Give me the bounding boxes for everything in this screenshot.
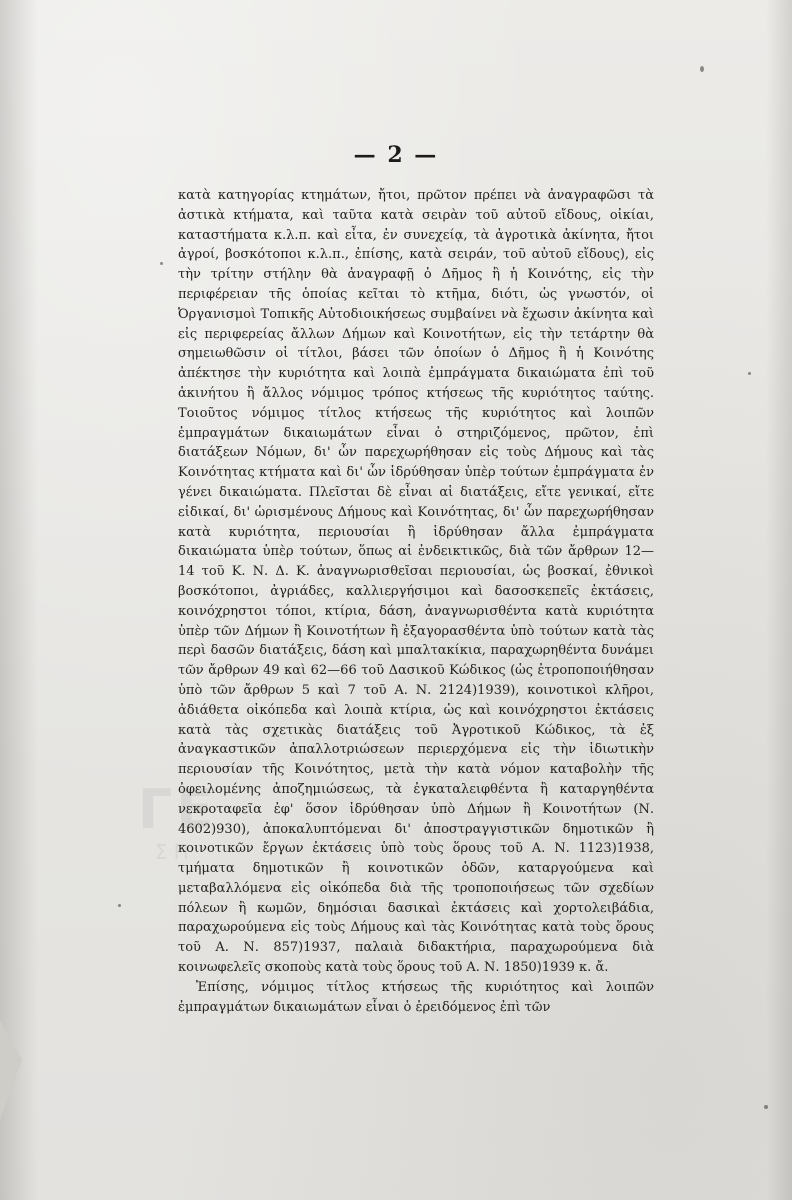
watermark-subtext: ΣΠ	[155, 840, 195, 864]
ink-speck	[748, 372, 751, 375]
ink-speck	[700, 66, 704, 72]
page-number: — 2 —	[353, 142, 439, 168]
watermark: ΓΕ	[138, 778, 218, 841]
torn-edge	[0, 1020, 22, 1120]
ink-speck	[160, 262, 163, 265]
paragraph: Ἐπίσης, νόμιμος τίτλος κτήσεως τῆς κυριότητος καὶ λοιπῶν ἐμπραγμάτων δικαιωμάτων εἶναι ὁ ἐρειδόμενος ἐπὶ τῶν	[178, 979, 654, 1015]
ink-speck	[764, 1105, 768, 1109]
body-text	[178, 186, 654, 1017]
ink-speck	[118, 904, 121, 907]
paragraph: κατὰ κατηγορίας κτημάτων, ἤτοι, πρῶτον πρέπει νὰ ἀναγραφῶσι τὰ ἀστικὰ κτήματα, καὶ ταῦτα κατὰ σειρὰν τοῦ αὐτοῦ εἴδους, οἰκίαι, καταστήματα κ.λ.π. καὶ εἶτα, ἐν συνεχείᾳ, τὰ ἀγροτικὰ ἀκίνητα, ἤτοι ἀγροί, βοσκότοποι κ.λ.π., ἐπίσης, κατὰ σειράν, τοῦ αὐτοῦ εἴδους), εἰς τὴν τρίτην στήλην θὰ ἀναγραφῇ ὁ Δῆμος ἢ ἡ Κοινότης, εἰς τὴν περιφέρειαν τῆς ὁποίας κεῖται τὸ κτῆμα, διότι, ὡς γνωστόν, οἱ Ὀργανισμοὶ Τοπικῆς Αὐτοδιοικήσεως συμβαίνει νὰ ἔχωσιν ἀκίνητα καὶ εἰς περιφερείας ἄλλων Δήμων καὶ Κοινοτήτων, εἰς τὴν τετάρτην θὰ σημειωθῶσιν οἱ τίτλοι, βάσει τῶν ὁποίων ὁ Δῆμος ἢ ἡ Κοινότης ἀπέκτησε τὴν κυριότητα καὶ λοιπὰ ἐμπράγματα δικαιώματα ἐπὶ τοῦ ἀκινήτου ἢ ἄλλος νόμιμος τρόπος κτήσεως τῆς κυριότητος ταύτης. Τοιοῦτος νόμιμος τίτλος κτήσεως τῆς κυριότητος καὶ λοιπῶν ἐμπραγμάτων δικαιωμάτων εἶναι ὁ στηριζόμενος, πρῶτον, ἐπὶ διατάξεων Νόμων, δι' ὧν παρεχωρήθησαν εἰς τοὺς Δήμους καὶ τὰς Κοινότητας κτήματα καὶ δι' ὧν ἱδρύθησαν ὑπὲρ τούτων ἐμπράγματα ἐν γένει δικαιώματα. Πλεῖσται δὲ εἶναι αἱ διατάξεις, εἴτε γενικαί, εἴτε εἰδικαί, δι' ὡρισμένους Δήμους καὶ Κοινότητας, δι' ὧν παρεχωρήθησαν κατὰ κυριότητα, περιουσίαι ἢ ἱδρύθησαν ἄλλα ἐμπράγματα δικαιώματα ὑπὲρ τούτων, ὅπως αἱ ἐνδεικτικῶς, διὰ τῶν ἄρθρων 12—14 τοῦ Κ. Ν. Δ. Κ. ἀναγνωρισθεῖσαι περιουσίαι, ὡς βοσκαί, ἐθνικοὶ βοσκότοποι, ἀγριάδες, καλλιεργήσιμοι καὶ δασοσκεπεῖς ἐκτάσεις, κοινόχρηστοι τόποι, κτίρια, δάση, ἀναγνωρισθέντα κατὰ κυριότητα ὑπὲρ τῶν Δήμων ἢ Κοινοτήτων ἢ ἐξαγορασθέντα ὑπὸ τούτων κατὰ τὰς περὶ δασῶν διατάξεις, δάση καὶ μπαλτακίκια, παραχωρηθέντα δυνάμει τῶν ἄρθρων 49 καὶ 62—66 τοῦ Δασικοῦ Κώδικος (ὡς ἐτροποποιήθησαν ὑπὸ τῶν ἄρθρων 5 καὶ 7 τοῦ Α. Ν. 2124)1939), κοινοτικοὶ κλῆροι, ἀδιάθετα οἰκόπεδα καὶ λοιπὰ κτίρια, ὡς καὶ κοινόχρηστοι ἐκτάσεις κατὰ τὰς σχετικὰς διατάξεις τοῦ Ἀγροτικοῦ Κώδικος, τὰ ἐξ ἀναγκαστικῶν ἀπαλλοτριώσεων περιερχόμενα εἰς τὴν ἰδιωτικὴν περιουσίαν τῆς Κοινότητος, μετὰ τὴν κατὰ νόμον καταβολὴν τῆς ὀφειλομένης ἀποζημιώσεως, τὰ ἐγκαταλειφθέντα ἢ καταργηθέντα νεκροταφεῖα ἐφ' ὅσον ἱδρύθησαν ὑπὸ Δήμων ἢ Κοινοτήτων (Ν. 4602)930), ἀποκαλυπτόμεναι δι' ἀποστραγγιστικῶν δημοτικῶν ἢ κοινοτικῶν ἔργων ἐκτάσεις ὑπὸ τοὺς ὅρους τοῦ Α. Ν. 1123)1938, τμήματα δημοτικῶν ἢ κοινοτικῶν ὁδῶν, καταργούμενα καὶ μεταβαλλόμενα εἰς οἰκόπεδα διὰ τῆς τροποποιήσεως τῶν σχεδίων πόλεων ἢ κωμῶν, δημόσιαι δασικαὶ ἐκτάσεις καὶ χορτολειβάδια, παραχωρούμενα εἰς τοὺς Δήμους καὶ τὰς Κοινότητας κατὰ τοὺς ὅρους τοῦ Α. Ν. 857)1937, παλαιὰ διδακτήρια, παραχωρούμενα διὰ κοινωφελεῖς σκοποὺς κατὰ τοὺς ὅρους τοῦ Α. Ν. 1850)1939 κ. ἄ.	[178, 188, 654, 976]
page-edge-shadow-right	[766, 0, 792, 1200]
